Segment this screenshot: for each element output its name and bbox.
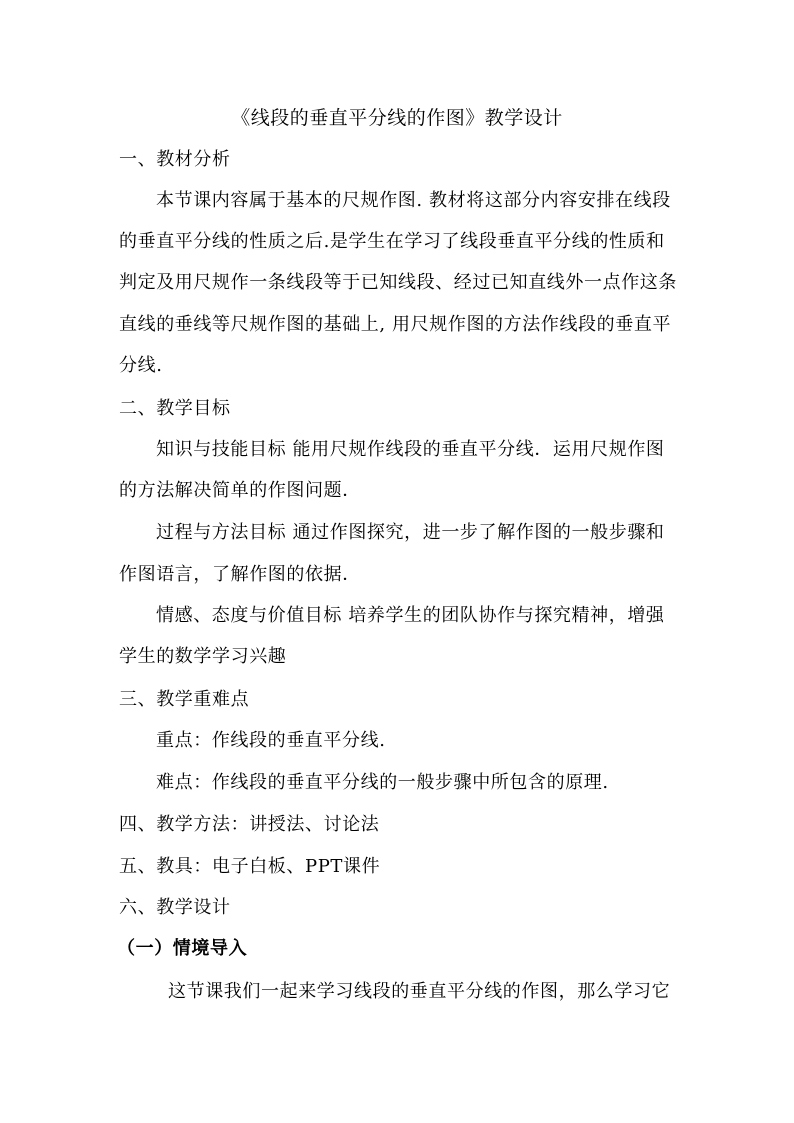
- paragraph-line: 作图语言，了解作图的依据．: [119, 564, 361, 585]
- document-title: 《线段的垂直平分线的作图》教学设计: [231, 107, 563, 129]
- subsection-heading: （一）情境导入: [117, 938, 248, 959]
- paragraph-line: 学生的数学学习兴趣: [119, 646, 287, 667]
- section-heading: 三、教学重难点: [119, 689, 250, 710]
- paragraph-line: 难点：作线段的垂直平分线的一般步骤中所包含的原理.: [156, 772, 609, 793]
- section-heading: 六、教学设计: [119, 897, 231, 918]
- section-heading: 四、教学方法：讲授法、讨论法: [119, 814, 380, 835]
- section-heading: 五、教具：电子白板、PPT课件: [119, 856, 381, 877]
- paragraph-line: 的方法解决简单的作图问题．: [119, 480, 361, 501]
- section-heading: 二、教学目标: [119, 398, 231, 419]
- paragraph-line: 的垂直平分线的性质之后.是学生在学习了线段垂直平分线的性质和: [119, 231, 665, 252]
- paragraph-line: 本节课内容属于基本的尺规作图. 教材将这部分内容安排在线段: [156, 190, 671, 211]
- paragraph-line: 分线.: [119, 355, 163, 376]
- paragraph-line: 重点：作线段的垂直平分线.: [156, 730, 386, 751]
- section-heading: 一、教材分析: [119, 149, 231, 170]
- paragraph-line: 过程与方法目标 通过作图探究，进一步了解作图的一般步骤和: [156, 522, 665, 543]
- paragraph-line: 知识与技能目标 能用尺规作线段的垂直平分线．运用尺规作图: [156, 439, 665, 460]
- paragraph-line: 情感、态度与价值目标 培养学生的团队协作与探究精神，增强: [156, 605, 665, 626]
- paragraph-line: 直线的垂线等尺规作图的基础上, 用尺规作图的方法作线段的垂直平: [119, 314, 672, 335]
- paragraph-line: 这节课我们一起来学习线段的垂直平分线的作图，那么学习它: [168, 981, 671, 1002]
- paragraph-line: 判定及用尺规作一条线段等于已知线段、经过已知直线外一点作这条: [119, 272, 677, 293]
